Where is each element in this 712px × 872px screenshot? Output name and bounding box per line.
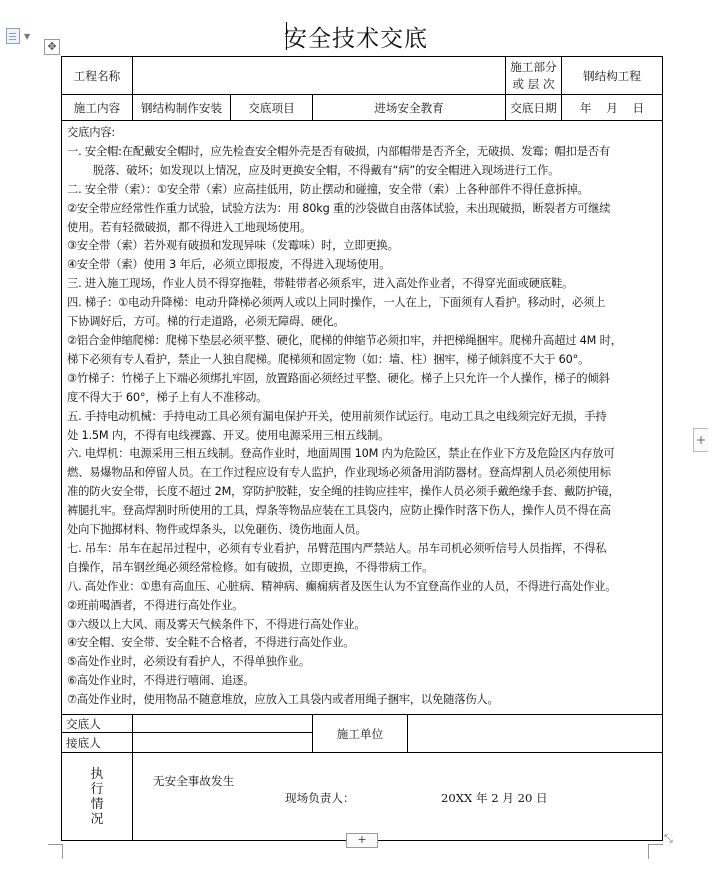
- safety-briefing-table: [61, 56, 663, 841]
- content-line: 准的防火安全带，长度不超过 2M，穿防护胶鞋，安全绳的挂钩应挂牢，操作人员必须手戴绝缘手套、戴防护镜，: [67, 485, 620, 499]
- receiver-value[interactable]: [133, 733, 313, 753]
- manager-label: 现场负责人：: [285, 791, 355, 806]
- content-value[interactable]: 钢结构制作安装: [133, 95, 231, 121]
- content-line: ③六级以上大风、雨及雾天气候条件下，不得进行高处作业。: [67, 617, 366, 631]
- content-line: 处 1.5M 内，不得有电线裸露、开叉。使用电源采用三相五线制。: [67, 428, 390, 442]
- content-label: 施工内容: [62, 95, 133, 121]
- content-line: ③竹梯子：竹梯子上下端必须绑扎牢固，放置路面必须经过平整、硬化。梯子上只允许一个人操作，梯子的倾斜: [67, 371, 610, 385]
- content-heading: 交底内容:: [67, 126, 115, 139]
- content-line: ③安全带（索）若外观有破损和发现异味（发霉味）时，立即更换。: [67, 239, 399, 253]
- content-line: 度不得大于 60°，梯子上有人不准移动。: [67, 390, 268, 404]
- project-name-label: 工程名称: [62, 57, 133, 95]
- unit-value[interactable]: [408, 715, 663, 753]
- content-line: 一. 安全帽:在配戴安全帽时，应先检查安全帽外壳是否有破损，内部帽带是否齐全，无破损、发霉；帽扣是否有: [67, 144, 611, 158]
- crop-mark: [48, 844, 63, 859]
- table-resize-icon[interactable]: ⤡: [664, 832, 673, 845]
- content-line: 处向下抛掷材料、物件或焊条头，以免砸伤、烫伤地面人员。: [67, 523, 367, 537]
- content-line: 三. 进入施工现场，作业人员不得穿拖鞋，带鞋带者必须系牢，进入高处作业者，不得穿光面或硬底鞋。: [67, 277, 574, 291]
- content-line: 八. 高处作业：①患有高血压、心脏病、精神病、癫痫病者及医生认为不宜登高作业的人员，不得进行高处作业。: [67, 579, 617, 593]
- unit-label: 施工单位: [313, 715, 408, 753]
- content-line: ②铝合金伸缩爬梯：爬梯下垫层必须平整、硬化，爬梯的伸缩节必须扣牢，并把梯绳捆牢。爬梯升高超过 4M 时，: [67, 333, 622, 347]
- crop-mark: [648, 844, 663, 859]
- content-line: 四. 梯子：①电动升降梯：电动升降梯必须两人或以上同时操作，一人在上，下面须有人看护。移动时，必须上: [67, 296, 606, 310]
- page-title: 安全技术交底: [284, 26, 428, 52]
- dept-value[interactable]: 钢结构工程: [562, 57, 663, 95]
- content-line: 下协调好后，方可。梯的行走道路，必须无障碍、硬化。: [67, 315, 345, 329]
- content-line: ⑦高处作业时，使用物品不随意堆放，应放入工具袋内或者用绳子捆牢，以免随落伤人。: [67, 693, 499, 707]
- content-line: ④安全帽、安全带、安全鞋不合格者，不得进行高处作业。: [67, 636, 355, 650]
- add-row-button[interactable]: +: [346, 833, 378, 848]
- content-line: 使用。若有轻微破损，都不得进入工地现场使用。: [67, 220, 312, 234]
- item-label: 交底项目: [231, 95, 313, 121]
- table-move-handle-icon[interactable]: ✥: [44, 39, 60, 55]
- execution-text: 无安全事故发生: [153, 774, 235, 789]
- content-line: 梯下必须有专人看护，禁止一人独自爬梯。爬梯须和固定物（如：墙、柱）捆牢，梯子倾斜度不大于 60°。: [67, 352, 590, 366]
- date-label: 交底日期: [506, 95, 562, 121]
- content-line: 燃、易爆物品和停留人员。在工作过程应设有专人监护，作业现场必须备用消防器材。登高焊割人员必须使用标: [67, 466, 611, 480]
- dropdown-caret-icon[interactable]: ▼: [24, 32, 31, 41]
- content-line: 二. 安全带（索）：①安全带（索）应高挂低用，防止摆动和碰撞，安全带（索）上各种部件不得任意拆掉。: [67, 182, 589, 196]
- presenter-value[interactable]: [133, 715, 313, 733]
- content-line: ④安全带（索）使用 3 年后，必须立即报废，不得进入现场使用。: [67, 258, 391, 272]
- receiver-label: 接底人: [62, 733, 133, 753]
- item-value[interactable]: 进场安全教育: [313, 95, 506, 121]
- execution-cell[interactable]: [133, 753, 663, 841]
- content-line: 五. 手持电动机械：手持电动工具必须有漏电保护开关，使用前须作试运行。电动工具之电线须完好无损，手持: [67, 409, 607, 423]
- briefing-content[interactable]: [62, 121, 663, 715]
- execution-label: 执 行 情 况: [62, 753, 133, 841]
- content-line: ⑤高处作业时，必须设有看护人，不得单独作业。: [67, 655, 310, 669]
- manager-date: 20XX 年 2 月 20 日: [441, 791, 548, 806]
- date-value[interactable]: 年 月 日: [562, 95, 663, 121]
- add-column-button[interactable]: +: [693, 428, 708, 452]
- content-line: ②班前喝酒者，不得进行高处作业。: [67, 598, 244, 612]
- content-line: 自操作，吊车钢丝绳必须经常检修。如有破损，立即更换，不得带病工作。: [67, 560, 434, 574]
- content-line: ②安全带应经常性作重力试验，试验方法为：用 80kg 重的沙袋做自由落体试验，未出现破损，断裂者方可继续: [67, 201, 611, 215]
- project-name-value[interactable]: [133, 57, 506, 95]
- content-line: 裤腿扎牢。登高焊割时所使用的工具，焊条等物品应装在工具袋内，应防止操作时落下伤人，操作人员不得在高: [67, 504, 611, 518]
- presenter-label: 交底人: [62, 715, 133, 733]
- content-line: 脱落、破坏；如发现以上情况，应及时更换安全帽，不得戴有“病”的安全帽进入现场进行工作。: [93, 163, 560, 177]
- content-line: 七. 吊车：吊车在起吊过程中，必须有专业看护，吊臂范围内严禁站人。吊车司机必须听信号人员指挥，不得私: [67, 541, 607, 555]
- content-line: 六. 电焊机：电源采用三相五线制。登高作业时，地面周围 10M 内为危险区，禁止在作业下方及危险区内存放可: [67, 447, 615, 461]
- dept-label: 施工部分 或 层 次: [506, 57, 562, 95]
- content-line: ⑥高处作业时，不得进行嘻闹、追逐。: [67, 674, 255, 688]
